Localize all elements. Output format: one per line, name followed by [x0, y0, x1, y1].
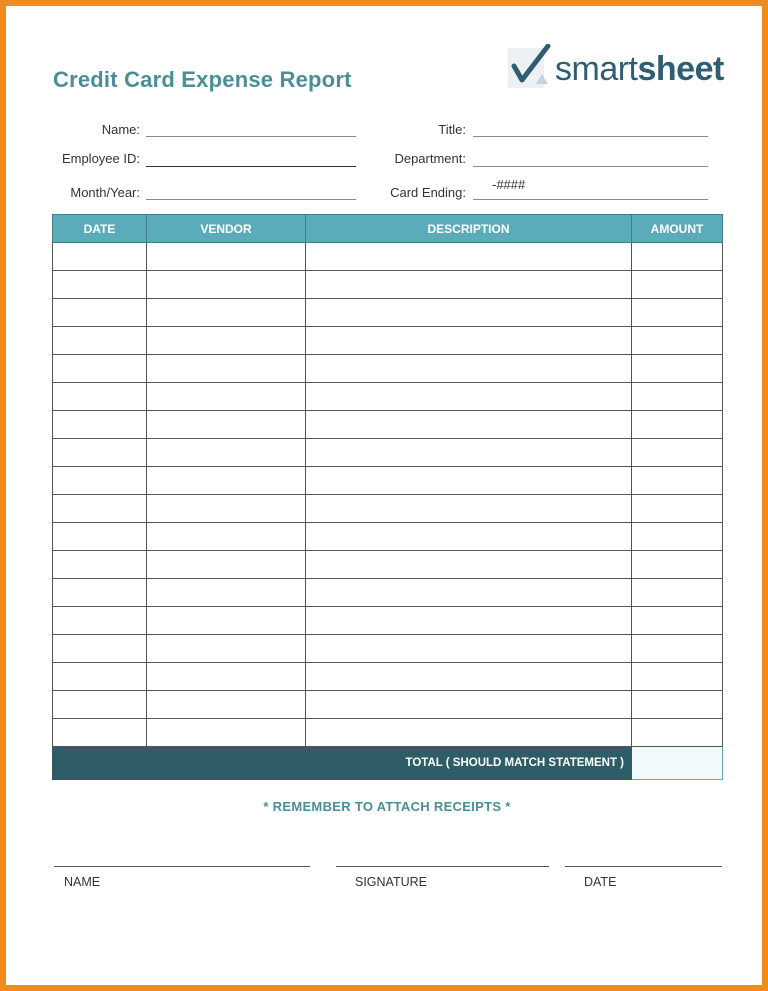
- amount-cell[interactable]: [632, 355, 723, 383]
- amount-cell[interactable]: [632, 607, 723, 635]
- signature-name-label: NAME: [64, 875, 101, 889]
- column-header-description: DESCRIPTION: [306, 215, 632, 243]
- table-row: [53, 243, 723, 271]
- description-cell[interactable]: [306, 467, 632, 495]
- vendor-cell[interactable]: [147, 243, 306, 271]
- amount-cell[interactable]: [632, 299, 723, 327]
- table-row: [53, 467, 723, 495]
- table-row: [53, 579, 723, 607]
- date-cell[interactable]: [53, 635, 147, 663]
- table-row: [53, 271, 723, 299]
- description-cell[interactable]: [306, 299, 632, 327]
- table-row: [53, 635, 723, 663]
- logo-wordmark: smartsheet: [555, 50, 724, 88]
- department-label: Department:: [394, 151, 466, 166]
- date-cell[interactable]: [53, 271, 147, 299]
- vendor-cell[interactable]: [147, 467, 306, 495]
- description-cell[interactable]: [306, 607, 632, 635]
- column-header-vendor: VENDOR: [147, 215, 306, 243]
- card-ending-value: -####: [492, 177, 526, 192]
- date-cell[interactable]: [53, 691, 147, 719]
- date-cell[interactable]: [53, 243, 147, 271]
- column-header-amount: AMOUNT: [632, 215, 723, 243]
- amount-cell[interactable]: [632, 663, 723, 691]
- amount-cell[interactable]: [632, 243, 723, 271]
- description-cell[interactable]: [306, 439, 632, 467]
- amount-cell[interactable]: [632, 495, 723, 523]
- employee-id-label: Employee ID:: [61, 151, 140, 166]
- column-header-date: DATE: [53, 215, 147, 243]
- card-ending-field[interactable]: [473, 199, 708, 200]
- description-cell[interactable]: [306, 355, 632, 383]
- table-row: [53, 495, 723, 523]
- title-label: Title:: [438, 122, 466, 137]
- vendor-cell[interactable]: [147, 383, 306, 411]
- smartsheet-logo: [508, 44, 743, 94]
- description-cell[interactable]: [306, 523, 632, 551]
- amount-cell[interactable]: [632, 467, 723, 495]
- signature-date-label: DATE: [584, 875, 617, 889]
- table-row: [53, 355, 723, 383]
- vendor-cell[interactable]: [147, 439, 306, 467]
- date-cell[interactable]: [53, 355, 147, 383]
- vendor-cell[interactable]: [147, 299, 306, 327]
- amount-cell[interactable]: [632, 411, 723, 439]
- amount-cell[interactable]: [632, 271, 723, 299]
- date-cell[interactable]: [53, 383, 147, 411]
- vendor-cell[interactable]: [147, 411, 306, 439]
- receipts-reminder: * REMEMBER TO ATTACH RECEIPTS *: [263, 799, 511, 814]
- date-cell[interactable]: [53, 467, 147, 495]
- description-cell[interactable]: [306, 691, 632, 719]
- title-field[interactable]: [473, 136, 708, 137]
- description-cell[interactable]: [306, 719, 632, 747]
- amount-cell[interactable]: [632, 439, 723, 467]
- date-signature-line[interactable]: [565, 866, 722, 867]
- signature-line[interactable]: [336, 866, 549, 867]
- vendor-cell[interactable]: [147, 635, 306, 663]
- description-cell[interactable]: [306, 243, 632, 271]
- total-label: TOTAL ( SHOULD MATCH STATEMENT ): [53, 747, 632, 780]
- table-body: [53, 243, 723, 747]
- employee-id-field[interactable]: [146, 166, 356, 167]
- amount-cell[interactable]: [632, 327, 723, 355]
- description-cell[interactable]: [306, 495, 632, 523]
- amount-cell[interactable]: [632, 383, 723, 411]
- month-year-field[interactable]: [146, 199, 356, 200]
- expense-table: [52, 214, 723, 780]
- table-row: [53, 663, 723, 691]
- description-cell[interactable]: [306, 271, 632, 299]
- date-cell[interactable]: [53, 523, 147, 551]
- vendor-cell[interactable]: [147, 523, 306, 551]
- description-cell[interactable]: [306, 551, 632, 579]
- name-field[interactable]: [146, 136, 356, 137]
- table-row: [53, 299, 723, 327]
- description-cell[interactable]: [306, 383, 632, 411]
- amount-cell[interactable]: [632, 635, 723, 663]
- table-row: [53, 551, 723, 579]
- table-row: [53, 439, 723, 467]
- date-cell[interactable]: [53, 579, 147, 607]
- description-cell[interactable]: [306, 635, 632, 663]
- amount-cell[interactable]: [632, 551, 723, 579]
- vendor-cell[interactable]: [147, 551, 306, 579]
- vendor-cell[interactable]: [147, 719, 306, 747]
- vendor-cell[interactable]: [147, 327, 306, 355]
- vendor-cell[interactable]: [147, 691, 306, 719]
- signature-label: SIGNATURE: [355, 875, 427, 889]
- card-ending-label: Card Ending:: [390, 185, 466, 200]
- month-year-label: Month/Year:: [70, 185, 140, 200]
- date-cell[interactable]: [53, 411, 147, 439]
- total-row: [53, 747, 723, 780]
- description-cell[interactable]: [306, 411, 632, 439]
- date-cell[interactable]: [53, 439, 147, 467]
- description-cell[interactable]: [306, 663, 632, 691]
- department-field[interactable]: [473, 166, 708, 167]
- date-cell[interactable]: [53, 495, 147, 523]
- description-cell[interactable]: [306, 579, 632, 607]
- table-row: [53, 383, 723, 411]
- date-cell[interactable]: [53, 299, 147, 327]
- date-cell[interactable]: [53, 607, 147, 635]
- checkmark-icon: [508, 44, 554, 94]
- table-row: [53, 691, 723, 719]
- vendor-cell[interactable]: [147, 271, 306, 299]
- name-label: Name:: [101, 122, 140, 137]
- date-cell[interactable]: [53, 719, 147, 747]
- table-row: [53, 523, 723, 551]
- total-amount-cell[interactable]: [632, 747, 723, 780]
- vendor-cell[interactable]: [147, 355, 306, 383]
- table-row: [53, 411, 723, 439]
- vendor-cell[interactable]: [147, 607, 306, 635]
- vendor-cell[interactable]: [147, 495, 306, 523]
- date-cell[interactable]: [53, 551, 147, 579]
- page-title: Credit Card Expense Report: [53, 67, 352, 92]
- table-row: [53, 719, 723, 747]
- vendor-cell[interactable]: [147, 663, 306, 691]
- date-cell[interactable]: [53, 327, 147, 355]
- vendor-cell[interactable]: [147, 579, 306, 607]
- name-signature-line[interactable]: [54, 866, 310, 867]
- table-header-row: [53, 215, 723, 243]
- table-row: [53, 607, 723, 635]
- table-row: [53, 327, 723, 355]
- description-cell[interactable]: [306, 327, 632, 355]
- amount-cell[interactable]: [632, 691, 723, 719]
- amount-cell[interactable]: [632, 523, 723, 551]
- amount-cell[interactable]: [632, 579, 723, 607]
- date-cell[interactable]: [53, 663, 147, 691]
- amount-cell[interactable]: [632, 719, 723, 747]
